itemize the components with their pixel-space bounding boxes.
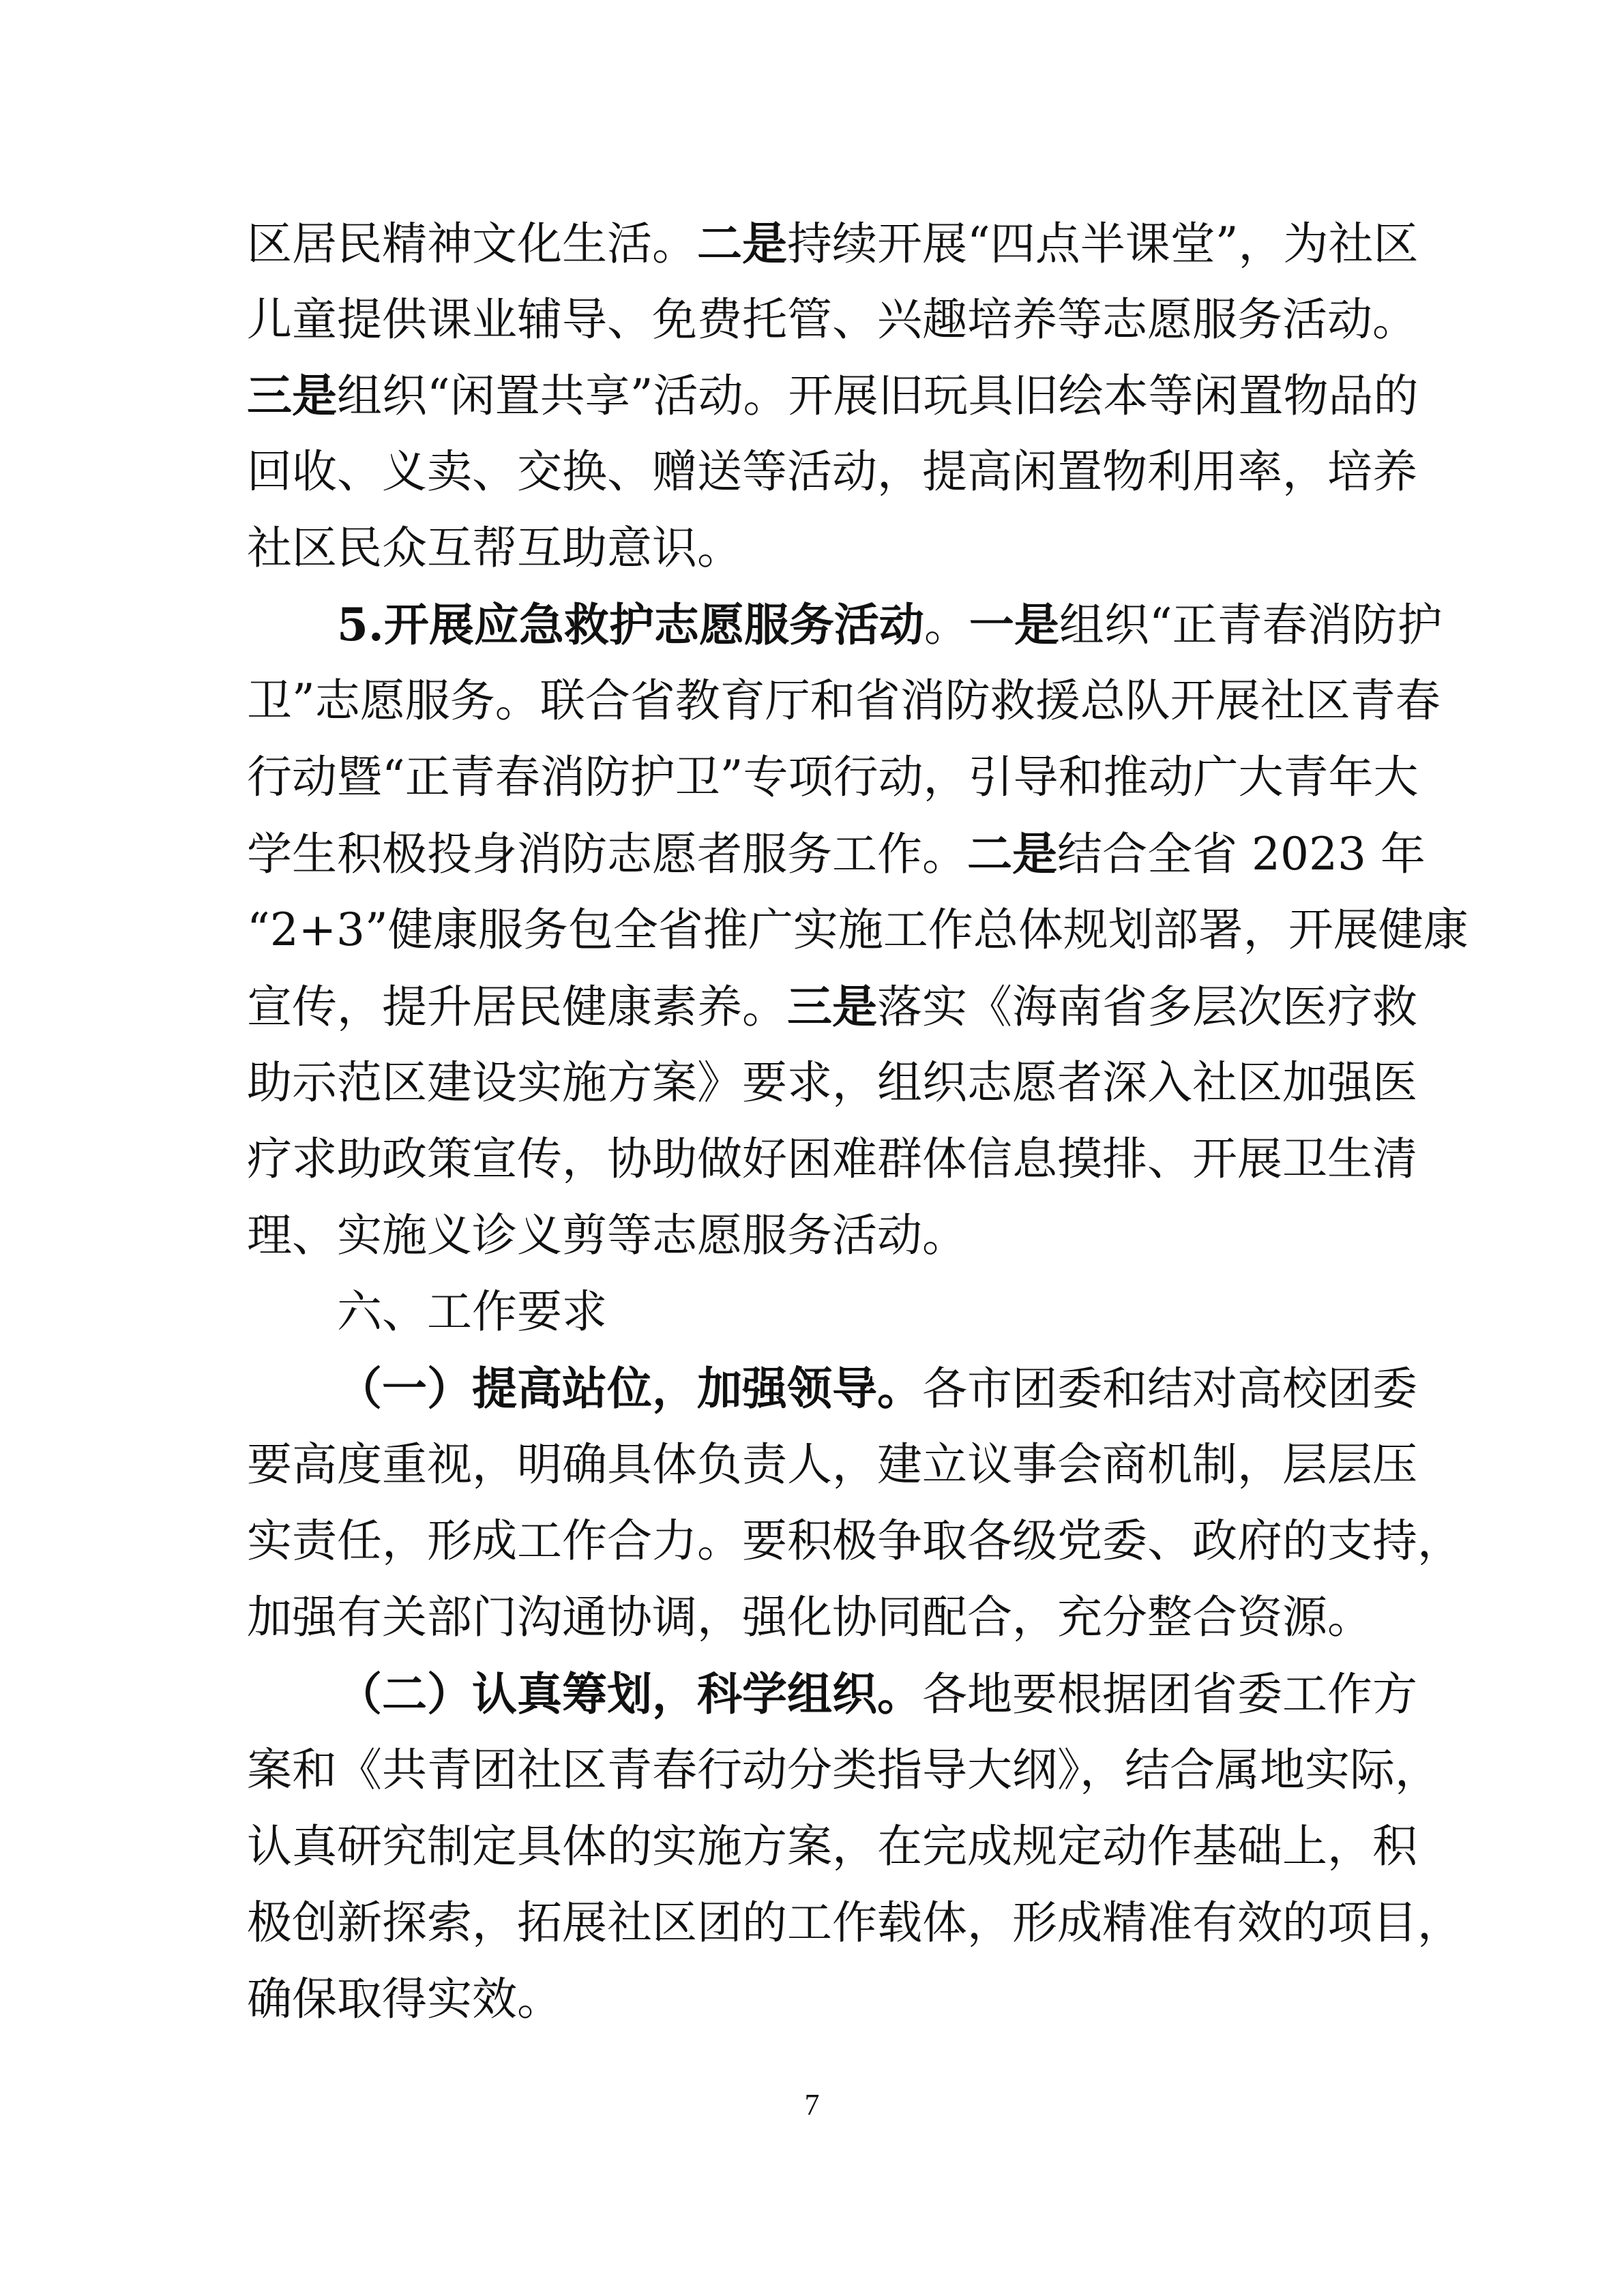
text-line: 回收、义卖、交换、赠送等活动，提高闲置物利用率，培养 [247, 445, 1417, 498]
page-number: 7 [804, 2088, 820, 2121]
text-line: 卫”志愿服务。联合省教育厅和省消防救援总队开展社区青春 [247, 674, 1441, 727]
text-line: 学生积极投身消防志愿者服务工作。二是结合全省 2023 年 [247, 827, 1426, 880]
text-line: 案和《共青团社区青春行动分类指导大纲》，结合属地实际， [247, 1744, 1440, 1796]
text-line: 疗求助政策宣传，协助做好困难群体信息摸排、开展卫生清 [247, 1133, 1417, 1185]
text-line: 极创新探索，拓展社区团的工作载体，形成精准有效的项目， [247, 1896, 1462, 1949]
text-line: 行动暨“正青春消防护卫”专项行动，引导和推动广大青年大 [247, 751, 1419, 803]
section-heading-line: 5.开展应急救护志愿服务活动。一是组织“正青春消防护 [337, 598, 1443, 651]
text-line: “2+3”健康服务包全省推广实施工作总体规划部署，开展健康 [247, 904, 1468, 956]
text-line: 加强有关部门沟通协调，强化协同配合，充分整合资源。 [247, 1591, 1372, 1643]
text-line: 社区民众互帮互助意识。 [247, 522, 742, 574]
text-line: 宣传，提升居民健康素养。三是落实《海南省多层次医疗救 [247, 980, 1417, 1033]
text-line: 确保取得实效。 [247, 1973, 562, 2025]
section-heading: 六、工作要求 [337, 1285, 607, 1338]
text-line: 助示范区建设实施方案》要求，组织志愿者深入社区加强医 [247, 1056, 1417, 1109]
text-line: 认真研究制定具体的实施方案，在完成规定动作基础上，积 [247, 1820, 1417, 1873]
subsection-heading-line: （一）提高站位，加强领导。各市团委和结对高校团委 [337, 1362, 1417, 1415]
subsection-heading-line: （二）认真筹划，科学组织。各地要根据团省委工作方 [337, 1667, 1417, 1720]
text-line: 实责任，形成工作合力。要积极争取各级党委、政府的支持， [247, 1515, 1462, 1567]
text-line: 要高度重视，明确具体负责人，建立议事会商机制，层层压 [247, 1438, 1417, 1491]
text-line: 理、实施义诊义剪等志愿服务活动。 [247, 1209, 967, 1262]
text-line: 区居民精神文化生活。二是持续开展“四点半课堂”，为社区 [247, 217, 1419, 270]
text-line: 儿童提供课业辅导、免费托管、兴趣培养等志愿服务活动。 [247, 293, 1417, 346]
text-line: 三是组织“闲置共享”活动。开展旧玩具旧绘本等闲置物品的 [247, 369, 1419, 422]
